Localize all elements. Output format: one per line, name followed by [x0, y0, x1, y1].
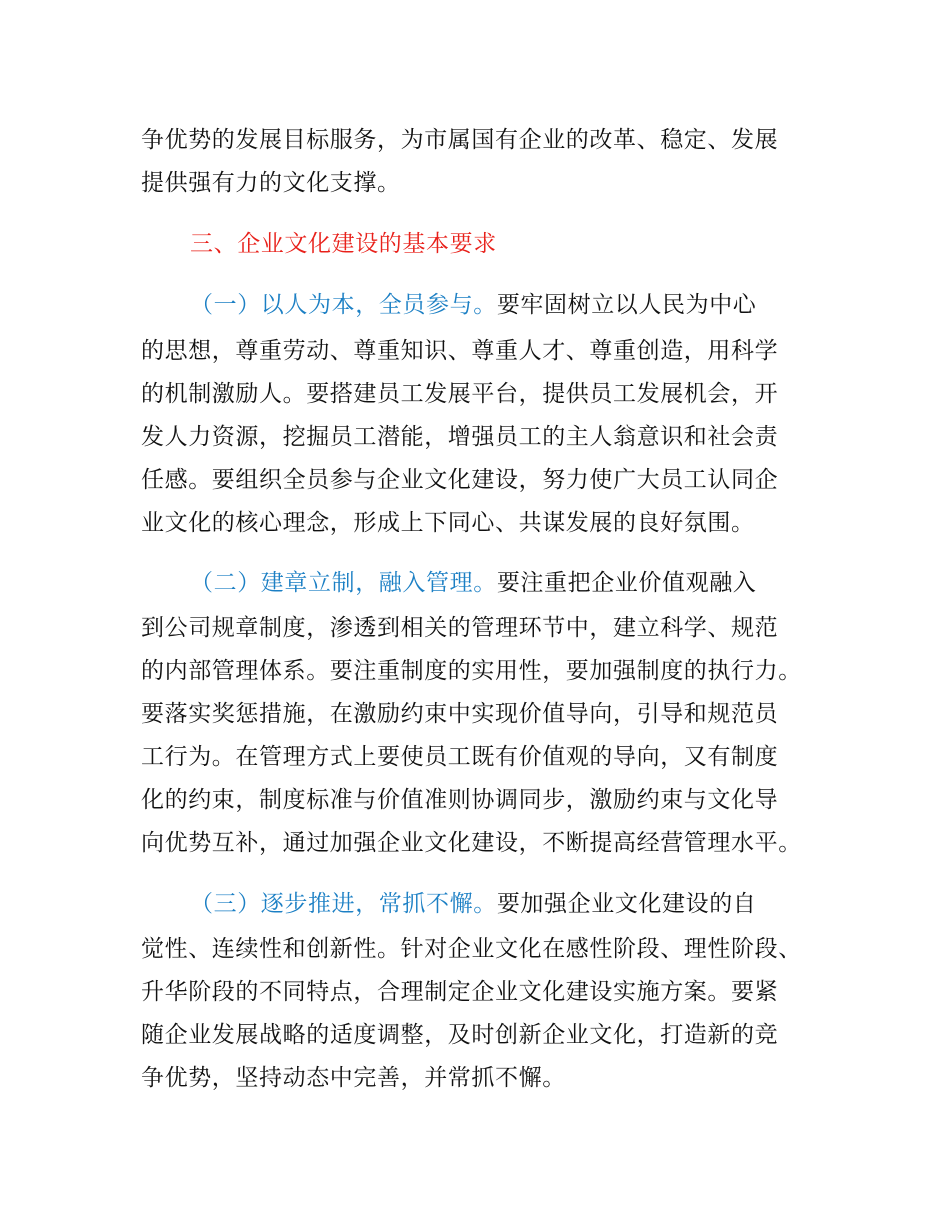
paragraph-2-line-3: 的内部管理体系。要注重制度的实用性，要加强制度的执行力。 [141, 658, 802, 684]
paragraph-2-first-line [190, 568, 756, 598]
paragraph-3-line-5: 争优势，坚持动态中完善，并常抓不懈。 [141, 1065, 566, 1091]
paragraph-2-line-6: 化的约束，制度标准与价值准则协调同步，激励约束与文化导 [141, 787, 779, 813]
paragraph-3-first-line-text: 要加强企业文化建设的自 [496, 891, 757, 917]
paragraph-2-line-5: 工行为。在管理方式上要使员工既有价值观的导向，又有制度 [141, 744, 779, 770]
paragraph-3-title: （三）逐步推进，常抓不懈。 [190, 891, 497, 917]
paragraph-1-line-6: 业文化的核心理念，形成上下同心、共谋发展的良好氛围。 [141, 510, 755, 536]
paragraph-1-line-5: 任感。要组织全员参与企业文化建设，努力使广大员工认同企 [141, 467, 779, 493]
paragraph-1-line-4: 发人力资源，挖掘员工潜能，增强员工的主人翁意识和社会责 [141, 424, 779, 450]
paragraph-1-line-2: 的思想，尊重劳动、尊重知识、尊重人才、尊重创造，用科学 [141, 338, 779, 364]
paragraph-3-line-2: 觉性、连续性和创新性。针对企业文化在感性阶段、理性阶段、 [141, 936, 802, 962]
paragraph-3-first-line [190, 889, 756, 919]
section-heading: 三、企业文化建设的基本要求 [190, 231, 497, 257]
paragraph-1-line-3: 的机制激励人。要搭建员工发展平台，提供员工发展机会，开 [141, 381, 779, 407]
paragraph-2-title: （二）建章立制，融入管理。 [190, 570, 497, 596]
paragraph-2-line-2: 到公司规章制度，渗透到相关的管理环节中，建立科学、规范 [141, 615, 779, 641]
paragraph-2-first-line-text: 要注重把企业价值观融入 [496, 570, 757, 596]
paragraph-3-line-4: 随企业发展战略的适度调整，及时创新企业文化，打造新的竞 [141, 1022, 779, 1048]
paragraph-1-title: （一）以人为本，全员参与。 [190, 292, 497, 318]
paragraph-2-line-4: 要落实奖惩措施，在激励约束中实现价值导向，引导和规范员 [141, 701, 779, 727]
intro-line-2: 提供强有力的文化支撑。 [141, 170, 401, 196]
paragraph-2-line-7: 向优势互补，通过加强企业文化建设，不断提高经营管理水平。 [141, 830, 802, 856]
paragraph-1-first-line-text: 要牢固树立以人民为中心 [496, 292, 757, 318]
intro-line-1: 争优势的发展目标服务，为市属国有企业的改革、稳定、发展 [141, 127, 779, 153]
paragraph-3-line-3: 升华阶段的不同特点，合理制定企业文化建设实施方案。要紧 [141, 979, 779, 1005]
paragraph-1-first-line [190, 290, 756, 320]
